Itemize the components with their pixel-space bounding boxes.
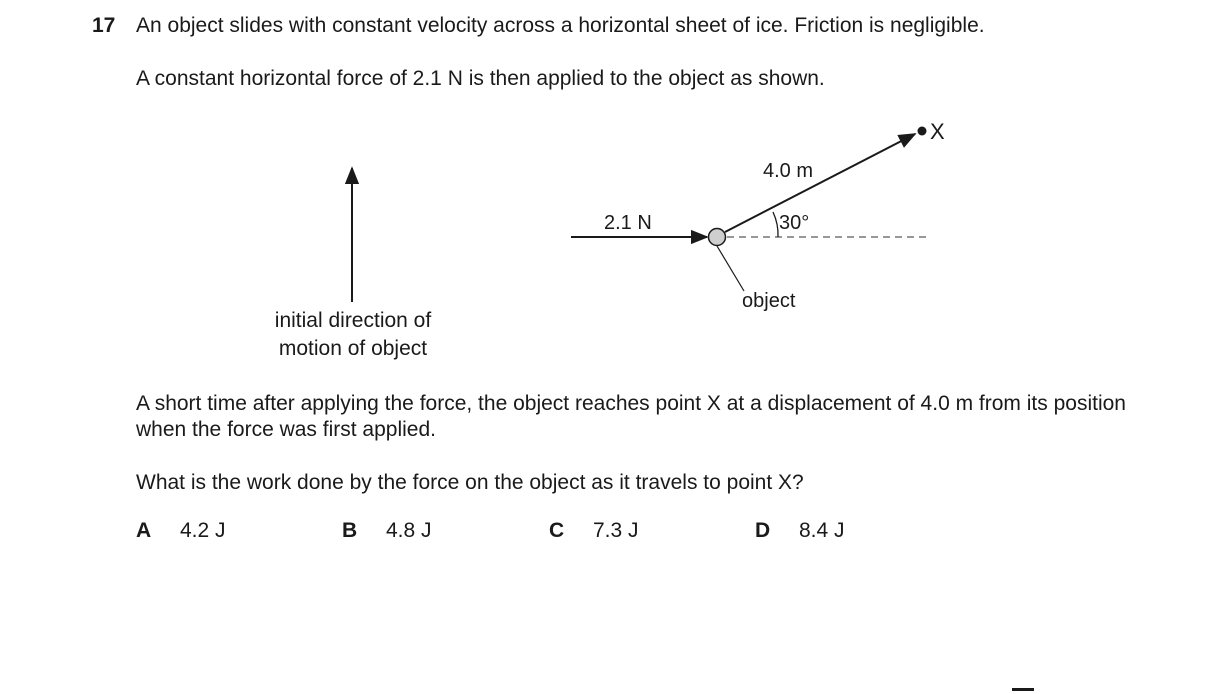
question-prompt: What is the work done by the force on the object as it travels to point X? [136, 471, 804, 494]
initial-direction-caption [233, 307, 473, 363]
displacement-label: 4.0 m [763, 160, 814, 182]
question-force-statement: A constant horizontal force of 2.1 N is then applied to the object as shown. [136, 67, 825, 90]
option-d-value: 8.4 J [799, 519, 845, 542]
question-intro: An object slides with constant velocity across a horizontal sheet of ice. Friction is negligible. [136, 14, 985, 37]
point-x-label: X [930, 119, 945, 144]
object-leader-line [717, 246, 744, 291]
object-label: object [742, 290, 796, 312]
option-a-letter: A [136, 519, 152, 542]
angle-arc [773, 212, 778, 237]
force-label: 2.1 N [604, 212, 652, 234]
option-b-letter: B [342, 519, 358, 542]
caption-line-1: initial direction of [274, 309, 432, 332]
point-x-dot [918, 127, 927, 136]
question-number: 17 [92, 14, 116, 37]
caption-line-2: motion of object [278, 337, 428, 360]
page-edge-mark [1012, 688, 1034, 691]
option-b-value: 4.8 J [386, 519, 432, 542]
question-paragraph: A short time after applying the force, the object reaches point X at a displacement of 4.0 m from its position when the force was first applied. [136, 392, 1126, 441]
option-c-value: 7.3 J [593, 519, 639, 542]
option-a-value: 4.2 J [180, 519, 226, 542]
option-c-letter: C [549, 519, 565, 542]
object-marker [709, 229, 726, 246]
angle-label: 30° [779, 212, 810, 234]
option-d-letter: D [755, 519, 771, 542]
displacement-arrow [725, 134, 915, 232]
